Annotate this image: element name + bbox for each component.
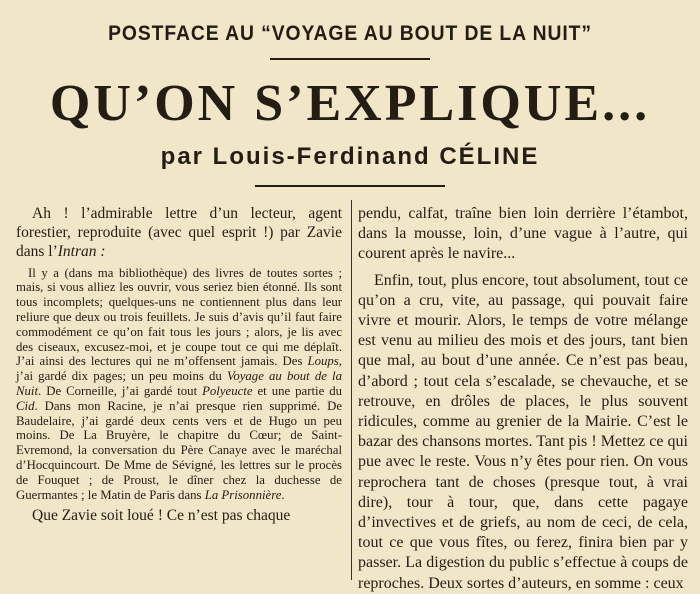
top-rule [270, 58, 430, 60]
right-paragraph-2: Enfin, tout, plus encore, tout absolument, tout ce qu’on a cru, vite, au passage, qui pouvait faire vivre et mourir. Alors, le temps de votre mélange est venu au milieu des mois et des jours, tant bien que mal, au bout d’une année. Ce n’est pas beau, d’abord ; tout cela s’escalade, se chevauche, et se retrouve, en drôles de places, le plus souvent ridicules, comme au grenier de la Mairie. C’est le bazar des chansons mortes. Tant pis ! Mettez ce qui pue avec le reste. Vous n’y êtes pour rien. On vous reprochera tant de choses (presque tout, à vrai dire), tour à tour, que, dans cette pagaye d’invectives et de griefs, au nom de ceci, de cela, tout ce que vous fîtes, ou ferez, finira bien par y passer. La digestion du public s’effectue à coups de reproches. Deux sortes d’auteurs, en somme : ceux [358, 271, 688, 592]
intro-paragraph: Ah ! l’admirable lettre d’un lecteur, agent forestier, reproduite (avec quel esprit !) par Zavie dans l’Intran : [16, 205, 342, 261]
kicker-heading: POSTFACE AU “VOYAGE AU BOUT DE LA NUIT” [108, 22, 592, 45]
right-column [358, 204, 688, 594]
right-paragraph-1: pendu, calfat, traîne bien loin derrière l’étambot, dans la mousse, loin, d’une vague à l’autre, qui courent après le navire... [358, 205, 688, 263]
quoted-letter: Il y a (dans ma bibliothèque) des livres de toutes sortes ; mais, si vous alliez les ouvrir, vous seriez bien étonné. Ils sont tous incomplets; quelques-uns ne contiennent plus dans leur reliure que deux ou trois feuillets. Je suis d’avis qu’il faut faire commodément ce qu’on fait tous les jours ; alors, je lis avec des ciseaux, excusez-moi, et je coupe tout ce qui me déplaît. J’ai ainsi des lectures qui ne m’offensent jamais. Des Loups, j’ai gardé dix pages; un peu moins du Voyage au bout de la Nuit. De Corneille, j’ai gardé tout Polyeucte et une partie du Cid. Dans mon Racine, je n’ai presque rien supprimé. De Baudelaire, j’ai gardé deux cents vers et de Hugo un peu moins. De La Bruyère, le chapitre du Cœur; de Saint-Evremond, la conversation du Père Canaye avec le maréchal d’Hocquincourt. De Mme de Sévigné, les lettres sur le procès de Fouquet ; de Proust, le dîner chez la duchesse de Guermantes ; le Matin de Paris dans La Prisonnière. [16, 265, 343, 502]
article-title: QU’ON S’EXPLIQUE... [49, 75, 651, 132]
byline: par Louis-Ferdinand CÉLINE [160, 143, 540, 170]
column-divider [351, 200, 352, 580]
closing-paragraph: Que Zavie soit loué ! Ce n’est pas chaque [32, 507, 291, 525]
left-column [16, 204, 342, 526]
bottom-rule [255, 185, 445, 187]
